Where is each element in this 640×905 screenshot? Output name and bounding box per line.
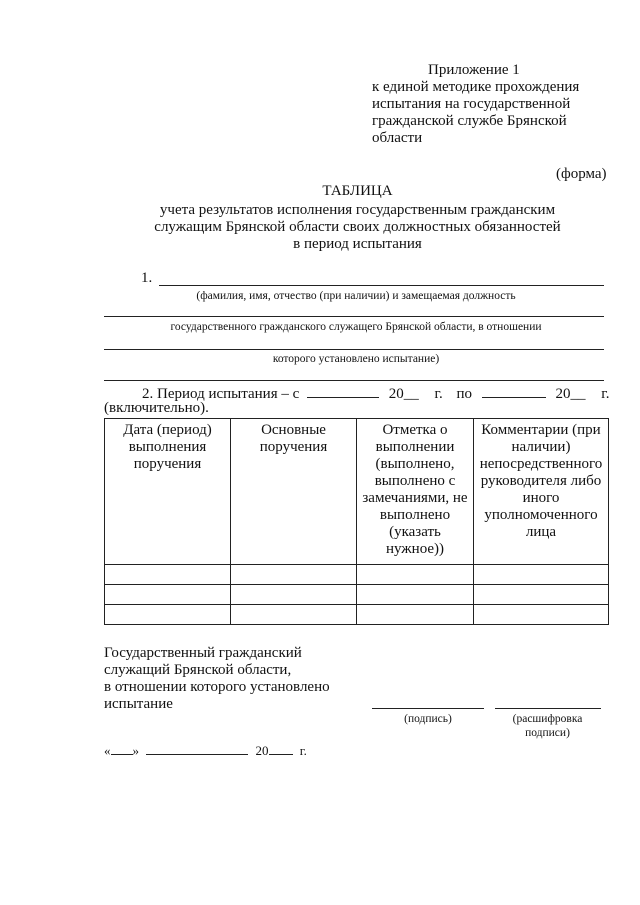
name-field-line[interactable] — [159, 285, 604, 286]
period-g-1: г. — [434, 386, 443, 402]
date-day-field[interactable] — [111, 741, 133, 755]
date-month-field[interactable] — [146, 741, 248, 755]
table-cell[interactable] — [105, 565, 231, 585]
table-cell[interactable] — [357, 585, 474, 605]
decode-caption-line: (расшифровка — [512, 713, 583, 725]
name-decode-field-line[interactable] — [495, 708, 601, 709]
position-field-line[interactable] — [104, 316, 604, 317]
annex-block — [372, 62, 592, 147]
signature-caption: (подпись) — [404, 713, 452, 725]
column-header-comments: Комментарии (при наличии) непосредственного руководителя либо иного уполномоченного лица — [474, 419, 609, 565]
document-subtitle — [100, 202, 615, 253]
signature-line: в отношении которого установлено — [104, 679, 330, 695]
table-header-row — [105, 419, 609, 565]
signature-field-line[interactable] — [372, 708, 484, 709]
form-label: (форма) — [556, 166, 607, 182]
table-row — [105, 585, 609, 605]
decode-caption-line: подписи) — [525, 727, 570, 739]
probation-caption: которого установлено испытание) — [272, 353, 440, 365]
date-year-field[interactable] — [269, 741, 293, 755]
annex-line: к единой методике прохождения — [372, 79, 580, 95]
date-year-prefix: 20 — [255, 743, 269, 758]
period-label: 2. Период испытания – с — [142, 386, 300, 402]
annex-line: испытания на государственной — [372, 96, 571, 112]
table-row — [105, 605, 609, 625]
document-title: ТАБЛИЦА — [322, 183, 393, 199]
signature-line: служащий Брянской области, — [104, 662, 292, 678]
date-quote-open: « — [104, 743, 111, 758]
table-cell[interactable] — [105, 585, 231, 605]
period-g-2: г. — [601, 386, 610, 402]
subtitle-line: служащим Брянской области своих должностных обязанностей — [154, 219, 561, 235]
period-po: по — [456, 386, 473, 402]
annex-line: гражданской службе Брянской — [372, 113, 567, 129]
name-caption: (фамилия, имя, отчество (при наличии) и замещаемая должность — [196, 290, 516, 302]
date-g: г. — [299, 743, 307, 758]
period-end-field[interactable] — [482, 384, 546, 398]
table-cell[interactable] — [474, 605, 609, 625]
position-caption: государственного гражданского служащего Брянской области, в отношении — [170, 321, 542, 333]
subtitle-line: в период испытания — [293, 236, 422, 252]
column-header-mark: Отметка о выполнении (выполнено, выполнено с замечаниями, не выполнено (указать нужное)) — [357, 419, 474, 565]
position-field-line-3[interactable] — [104, 380, 604, 381]
period-suffix: (включительно). — [104, 400, 209, 416]
table-cell[interactable] — [105, 605, 231, 625]
date-quote-close: » — [132, 743, 139, 758]
signature-line: испытание — [104, 696, 173, 712]
decode-caption — [490, 712, 605, 740]
table-cell[interactable] — [231, 605, 357, 625]
signature-line: Государственный гражданский — [104, 645, 302, 661]
subtitle-line: учета результатов исполнения государственным гражданским — [159, 202, 556, 218]
signature-block — [104, 645, 330, 713]
table-cell[interactable] — [474, 565, 609, 585]
table-cell[interactable] — [231, 565, 357, 585]
column-header-date: Дата (период) выполнения поручения — [105, 419, 231, 565]
period-year-2: 20__ — [555, 386, 586, 402]
position-field-line-2[interactable] — [104, 349, 604, 350]
table-cell[interactable] — [474, 585, 609, 605]
table-cell[interactable] — [231, 585, 357, 605]
period-start-field[interactable] — [307, 384, 379, 398]
date-line — [104, 741, 307, 758]
results-table — [104, 418, 609, 625]
annex-line: области — [372, 130, 423, 146]
period-line — [142, 384, 609, 403]
table-cell[interactable] — [357, 605, 474, 625]
table-row — [105, 565, 609, 585]
column-header-tasks: Основные поручения — [231, 419, 357, 565]
table-cell[interactable] — [357, 565, 474, 585]
item-1-number: 1. — [141, 270, 153, 286]
period-year-1: 20__ — [388, 386, 419, 402]
annex-title: Приложение 1 — [428, 62, 520, 78]
